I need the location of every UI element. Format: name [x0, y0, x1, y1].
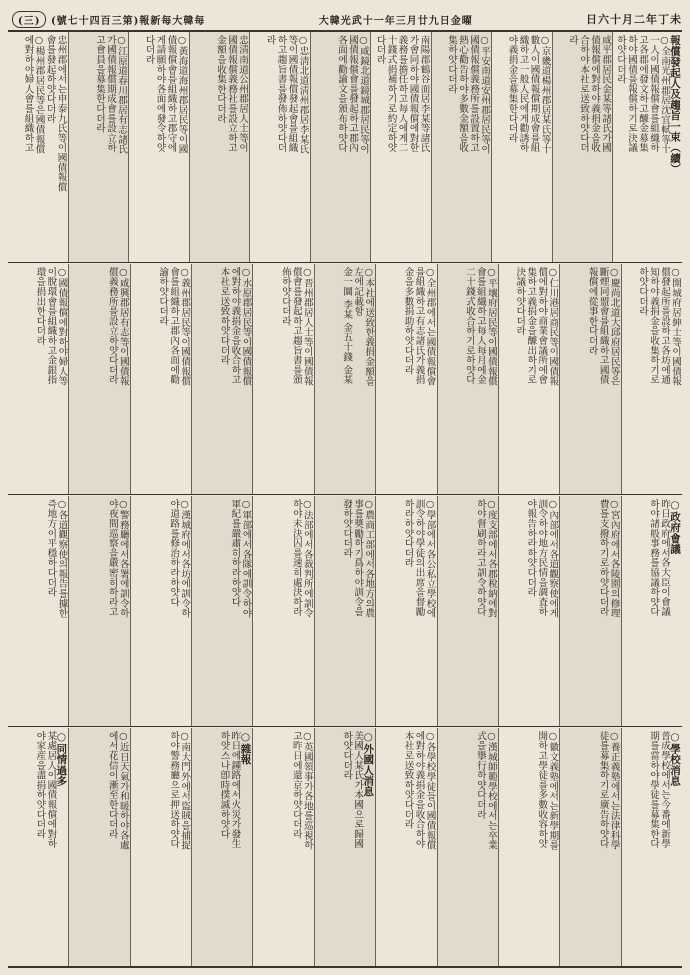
text-line: ○內部에서各道觀察使에게 [547, 499, 559, 618]
article-heading: ○外國人消息 [362, 731, 375, 797]
article-column [375, 264, 436, 494]
article-band-3 [8, 496, 682, 727]
text-line: 昨日政府에서各大臣이會議 [659, 499, 670, 617]
article-heading: 報償發起人及趨旨一束（續） [669, 35, 681, 175]
text-line: 債報償에對하야義捐金을收 [589, 35, 600, 153]
masthead [8, 8, 682, 32]
article-column [370, 32, 431, 262]
article-column [559, 728, 620, 966]
text-line: ○南大門外에서盜賊을捕捉 [179, 731, 191, 850]
article-column [310, 32, 371, 262]
article-column [191, 264, 252, 494]
text-line: 하야警務廳으로押送하얏다 [168, 731, 180, 849]
text-line: 야義捐金을募集한다더라 [506, 35, 518, 143]
text-line: ○黃海道海州郡居民等이國 [176, 35, 188, 154]
article-column [491, 32, 552, 262]
text-line: 하야督刷하라고訓令하얏다 [474, 499, 486, 617]
text-line: 고會員을募集한다더라 [94, 35, 105, 133]
text-line: ○法部에서各裁判所에訓令 [301, 499, 313, 618]
text-line: ○漢城師範學校에서는卒業 [485, 731, 497, 850]
text-line: 고各郡에發文하고醵金募集 [637, 35, 648, 153]
text-line: ○養正義塾에서는法律科學 [608, 731, 620, 850]
text-line: 斷煙同盟會를組織하고國債 [597, 267, 609, 385]
article-band-4 [8, 728, 682, 968]
text-line: 義務를擔任하고每人에게二 [396, 35, 408, 153]
article-column [68, 496, 129, 726]
article-column [612, 32, 682, 262]
text-line: 다더라 [374, 35, 386, 65]
text-line: 고昨日에還京하얏다더라 [290, 731, 302, 839]
text-line: 昨日에鍾路에서火災가發生 [229, 731, 241, 849]
text-line: 會를發起하얏다더라 [44, 35, 56, 124]
text-line: 報償에從事한다더라 [586, 267, 598, 356]
text-line: ○平壤府居民等이國債報償 [485, 267, 497, 386]
text-line: 集하고義捐金을醵出하기로 [525, 267, 537, 385]
text-line: 會를組織하고郡內各面에勸 [168, 267, 180, 385]
text-line: 數人이國債報償期成會를組 [528, 35, 540, 153]
text-line: 十錢式捐補하기로約定하얏 [385, 35, 397, 153]
text-line: 즉地方이平穩하다더라 [45, 499, 57, 597]
text-line: ○漢城府에서各坊에訓令하 [179, 499, 191, 618]
text-line: 償義務所를設立하얏다더라 [106, 267, 118, 385]
text-line: ○宮內府에서各陵園의修理 [608, 499, 620, 618]
text-line: 南陽郡鶴谷面居李某等諸氏 [418, 35, 430, 153]
article-column [314, 496, 375, 726]
text-line: 國債報償義務社를設立하고 [226, 35, 237, 153]
page-number: (三) [12, 11, 46, 28]
text-line: 야道路를修治하라하얏다 [168, 499, 180, 607]
text-line: 期를當하야學徒를募集한다 [648, 731, 659, 849]
article-column [249, 32, 310, 262]
text-line: 咸平郡居民金某等諸氏가國 [600, 35, 611, 153]
masthead-date: 日六十月二年丁未 [585, 13, 682, 26]
text-line: 合하야本社로送致하얏다더 [578, 35, 589, 153]
text-line: 가國債報償期成會를設立하 [105, 35, 116, 153]
text-line: ○各學校學徒들이國債報償 [424, 731, 436, 850]
text-line: 國債報償會를發起하고郡內 [347, 35, 358, 153]
text-line: 야報告하라하얏다더라 [525, 499, 537, 597]
article-column [252, 496, 313, 726]
text-line: 라 [264, 35, 276, 45]
article-column [8, 728, 68, 966]
article-heading: ○雜報 [239, 731, 252, 765]
article-heading: ○同情過多 [55, 731, 68, 786]
text-line: 一人이國債報償會를組織하 [648, 35, 659, 153]
text-line: ○京畿道楊州郡居某氏等十 [539, 35, 551, 154]
article-column [498, 496, 559, 726]
text-line: 야夜間巡察을嚴密히하라고 [106, 499, 118, 617]
text-line: 金額을收集한다더라 [215, 35, 226, 124]
article-column [621, 264, 682, 494]
text-line: 某處居人이國債報償에對하 [45, 731, 57, 849]
article-column [375, 728, 436, 966]
text-line: 忠州郡에서는申泰九氏等이國債報償 [55, 35, 67, 192]
text-line: ○近日天氣가和暖하야各處 [117, 731, 129, 850]
text-line: 에對하야義捐金을收合하야 [413, 731, 425, 849]
text-line: ○慶尚北道大邱府居民等은 [608, 267, 620, 386]
article-column [498, 264, 559, 494]
text-line: 本社로送致하얏다더라 [218, 267, 230, 365]
text-line: 各面에勸諭文을頒布하얏다 [336, 35, 347, 153]
text-line: 에서花信이漸至한다더라 [106, 731, 118, 839]
text-line: ○平安南道安州郡居民等이 [479, 35, 490, 154]
text-line: 償에對하야商業會議所에會 [536, 267, 548, 385]
text-line: 普成學校에서는今番에新學 [659, 731, 670, 849]
text-line: ○農商工部에서各地方의農 [363, 499, 375, 618]
text-line: ○本社에送致한義捐金額을 [363, 267, 375, 386]
text-line: ○度支部에서各郡稅納에對 [485, 499, 497, 618]
text-line: 織하고一般人民에게勸誘하 [517, 35, 529, 153]
article-column [621, 728, 682, 966]
text-line: 라 [567, 35, 578, 45]
text-line: 金을多數捐助하얏다더라 [402, 267, 414, 375]
text-line: 償發起所를設하고各坊에通 [659, 267, 670, 385]
text-line: ○全州郡에서는國債報償會 [424, 267, 436, 386]
text-line: 左에記載함 [352, 267, 364, 316]
text-line: ○忠淸北道淸州郡居李某氏 [297, 35, 309, 154]
text-line: 會를組織하고每人每月에金 [474, 267, 486, 385]
article-column [252, 264, 313, 494]
article-column [68, 728, 129, 966]
article-band-1 [8, 32, 682, 263]
text-line: 費를支撥하기로하얏다더라 [597, 499, 609, 617]
article-column [8, 32, 68, 262]
text-line: 이脫環會를組織하고金銀指 [45, 267, 57, 385]
text-line: ○楊州郡居民等은國債報償 [33, 35, 45, 154]
text-line: 軍紀를嚴肅히하라하얏다 [229, 499, 241, 607]
text-line: 本社로送致하얏다더라 [402, 731, 414, 829]
masthead-issue-date: 大韓光武十一年三月廿九日金曜 [318, 15, 473, 27]
text-line: 事를奬勵하기爲하야訓令을 [352, 499, 364, 617]
text-line: ○學部에서各公私立學校에 [424, 499, 436, 618]
masthead-left [8, 11, 205, 28]
text-line: 다더라 [143, 35, 155, 65]
text-line: ○軍部에서各隊에訓令하야 [240, 499, 252, 618]
text-line: 하라하얏다더라 [402, 499, 414, 568]
text-line: 決議하얏다더라 [514, 267, 526, 336]
text-line: 式을擧行하얏다더라 [474, 731, 486, 820]
text-line: 訓令하야地方民情을調査하 [536, 499, 548, 617]
article-column [8, 496, 68, 726]
article-column [68, 32, 129, 262]
article-column [8, 264, 68, 494]
masthead-issue-note: (號七十四百三第)報新每大韓每 [50, 15, 206, 27]
article-column [431, 32, 492, 262]
article-column [437, 496, 498, 726]
text-line: 金一圜 李某 金五十錢 金某 [341, 267, 353, 385]
text-line: 國債報償義務所를設置하고 [468, 35, 479, 153]
text-line: 二十錢式收合하기로하얏다 [463, 267, 475, 385]
article-column [130, 264, 191, 494]
article-column [252, 728, 313, 966]
text-line: 에對하야婦人會를組織하고 [22, 35, 34, 153]
text-line: ○水原郡居民等이國債報償 [240, 267, 252, 386]
text-line: 發하얏다더라 [341, 499, 353, 558]
text-line: 忠淸南道公州郡居人士等이 [237, 35, 248, 153]
text-line: ○咸興郡居有志等이國債報 [117, 267, 129, 386]
text-line: ○咸鏡北道鏡城郡居民等이 [358, 35, 369, 154]
text-line: 하야諸般事務를協議하얏다 [648, 499, 659, 617]
text-line: 에對하야義捐金을收合하고 [229, 267, 241, 385]
text-line: 하야國債를報償하기로決議 [626, 35, 637, 153]
text-line: 諭하얏다더라 [157, 267, 169, 326]
text-line: ○義州郡居民等이國債報償 [179, 267, 191, 386]
text-line: 訓令하야學徒의出席을督勵 [413, 499, 425, 617]
text-line: ○全南光州郡居沈宜軾等十 [659, 35, 670, 154]
text-line: 環을捐出한다더라 [34, 267, 46, 346]
article-column [559, 264, 620, 494]
text-line: ○江原道春川郡居有志諸氏 [116, 35, 127, 154]
text-line: 가會同하야國債報償에對한 [407, 35, 419, 153]
article-column [130, 728, 191, 966]
article-column [314, 728, 375, 966]
text-line: 하얏다더라 [615, 35, 626, 84]
text-line: ○仁川港居商民等이國債報 [547, 267, 559, 386]
text-line: 熱心勸告하야多數金額을收 [457, 35, 468, 153]
text-line: ○開城府居紳士等이國債報 [670, 267, 681, 386]
text-line: 야家産을盡捐하얏다더라 [34, 731, 46, 839]
article-column [375, 496, 436, 726]
article-column [437, 264, 498, 494]
text-line: ○晋州郡居人士等이國債報 [301, 267, 313, 386]
text-line: 하야未決囚를速히處決하라 [290, 499, 302, 617]
article-column [498, 728, 559, 966]
text-line: ○國債報償에對하야婦人等 [56, 267, 68, 386]
text-line: ○徽文義塾에서는新學期를 [547, 731, 559, 850]
text-line: 知하야義捐金을收集하기로 [648, 267, 659, 385]
article-column [189, 32, 250, 262]
article-column [559, 496, 620, 726]
article-column [130, 496, 191, 726]
text-line: ○各道觀察使의報告를據한 [56, 499, 68, 618]
article-column [314, 264, 375, 494]
article-column [68, 264, 129, 494]
article-band-2 [8, 264, 682, 495]
text-line: ○英國領事가各地를巡視하 [301, 731, 313, 850]
text-line: 集하얏다더라 [446, 35, 457, 94]
article-column [191, 496, 252, 726]
text-line: 債報償會를組織하고郡守에 [165, 35, 177, 153]
text-line: 償會를發起하고趨旨書를頒 [290, 267, 302, 385]
text-line: 하얏다더라 [341, 731, 353, 780]
article-heading: ○政府會議 [669, 499, 681, 554]
text-line: 하얏다더라 [637, 267, 648, 316]
text-line: 等이國債報償發起會를組織 [286, 35, 298, 153]
text-line: 하얏스나卽時撲滅하얏다 [218, 731, 230, 839]
text-line: 美國人某氏가本國으로歸國 [352, 731, 364, 849]
text-line: 게請願하야各面에發令하얏 [154, 35, 166, 153]
article-column [552, 32, 613, 262]
article-column [621, 496, 682, 726]
text-line: 하고趨旨書를發佈하얏다더 [275, 35, 287, 153]
article-column [191, 728, 252, 966]
article-heading: ○學校消息 [669, 731, 681, 786]
text-line: 를組織하고有志諸氏가義捐 [413, 267, 425, 385]
text-line: 開하고學徒를多數收容하얏 [536, 731, 548, 849]
text-line: ○警務廳에서各署에訓令하 [117, 499, 129, 618]
article-column [437, 728, 498, 966]
article-column [128, 32, 189, 262]
text-line: 徒를募集하기로廣告하얏다 [597, 731, 609, 849]
text-line: 佈하얏다더라 [279, 267, 291, 326]
